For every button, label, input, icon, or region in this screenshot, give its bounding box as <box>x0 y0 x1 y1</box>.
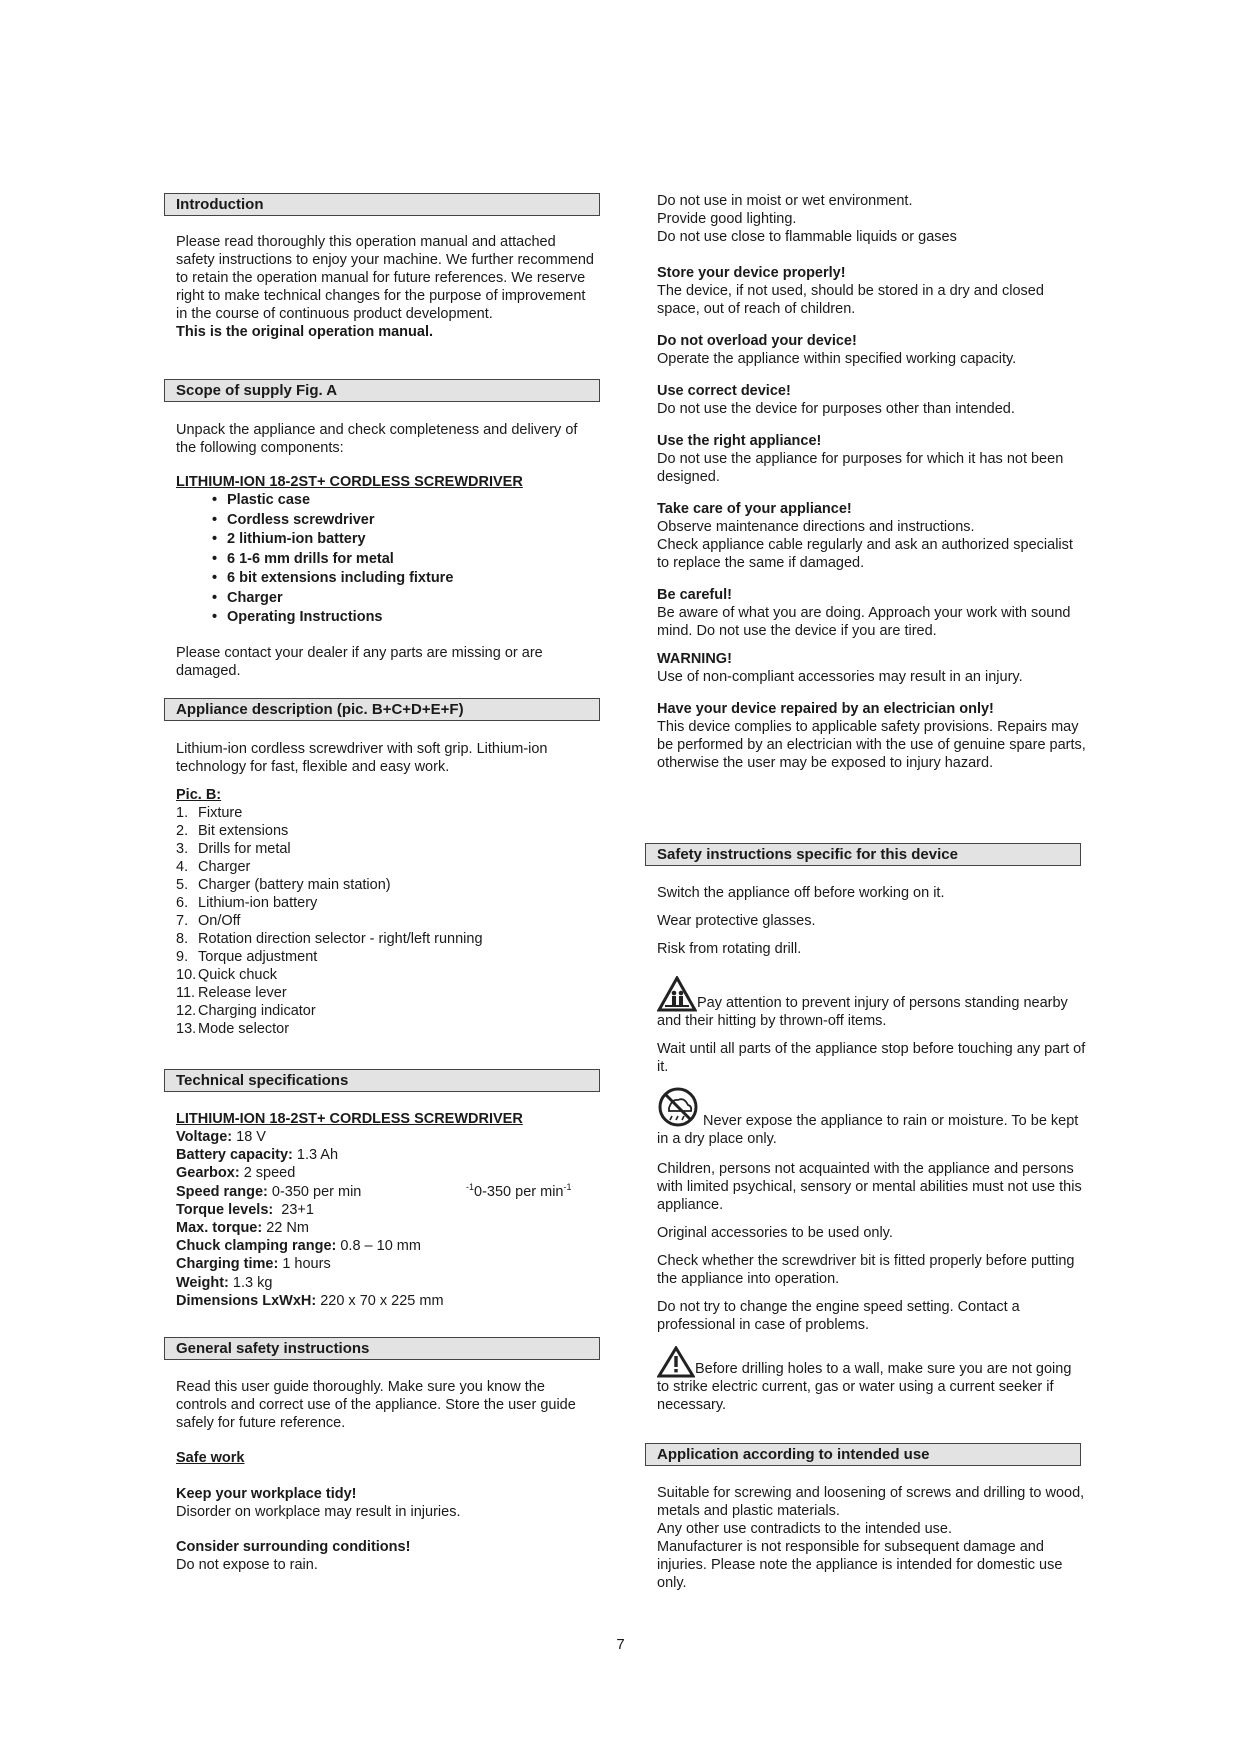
spec-value: 1.3 kg <box>228 1274 273 1291</box>
spec-row <box>176 1237 596 1255</box>
part-number: 9. <box>176 949 189 965</box>
spec-row <box>176 1292 596 1310</box>
cond-text: Do not expose to rain. <box>176 1557 318 1573</box>
spec-key: Battery capacity: <box>176 1147 293 1164</box>
part-number: 13. <box>176 1021 197 1037</box>
spec-row <box>176 1201 596 1219</box>
spec-key: Charging time: <box>176 1256 279 1273</box>
spec-value: 22 Nm <box>262 1220 309 1237</box>
speed-alt-sup-pre: -1 <box>466 1182 475 1192</box>
general-text: Read this user guide thoroughly. Make sure you know the controls and correct use of the appliance. Store the user guide safely for future reference. <box>176 1379 576 1431</box>
part-label: Torque adjustment <box>198 949 318 965</box>
appliance-text: Lithium-ion cordless screwdriver with soft grip. Lithium-ion technology for fast, flexible and easy work. <box>176 741 548 775</box>
pay-attention-text: Pay attention to prevent injury of persons standing nearby and their hitting by thrown-off items. <box>657 995 1068 1029</box>
drilling-para <box>657 1346 1087 1414</box>
specific-line-3: Risk from rotating drill. <box>657 941 802 957</box>
rule-block <box>657 500 1087 572</box>
scope-item: • Charger <box>176 589 596 609</box>
scope-item: • Cordless screwdriver <box>176 511 596 531</box>
rule-block <box>657 332 1087 368</box>
spec-value: 1.3 Ah <box>292 1147 339 1164</box>
spec-value: 18 V <box>232 1129 266 1145</box>
pay-attention-para <box>657 976 1087 1030</box>
warning-triangle-icon <box>657 1346 695 1378</box>
rule-block <box>657 264 1087 318</box>
spec-key: Speed range: <box>176 1183 268 1200</box>
spec-key: Dimensions LxWxH: <box>176 1292 317 1309</box>
spec-key: Torque levels: <box>176 1201 274 1218</box>
section-heading-specific: Safety instructions specific for this device <box>645 843 1081 866</box>
part-item <box>176 840 596 858</box>
scope-item: • Operating Instructions <box>176 608 596 628</box>
parts-list <box>176 804 596 1038</box>
part-label: Bit extensions <box>198 823 289 839</box>
tidy-text: Disorder on workplace may result in injuries. <box>176 1504 461 1520</box>
spec-key: Max. torque: <box>176 1220 263 1237</box>
section-heading-application: Application according to intended use <box>645 1443 1081 1466</box>
appliance-block <box>176 740 596 1038</box>
part-label: Quick chuck <box>198 967 277 983</box>
speed-alt-text: 0-350 per min <box>474 1183 564 1200</box>
spec-value: 0.8 – 10 mm <box>336 1238 421 1255</box>
part-label: Lithium-ion battery <box>198 895 318 911</box>
spec-row <box>176 1255 596 1273</box>
intro-bold: This is the original operation manual. <box>176 324 434 340</box>
section-heading-tech: Technical specifications <box>164 1069 600 1092</box>
environment-block <box>657 192 1087 246</box>
safe-work-label: Safe work <box>176 1450 245 1466</box>
part-item <box>176 1020 596 1038</box>
rule-title: Use the right appliance! <box>657 433 822 449</box>
part-label: Mode selector <box>198 1021 290 1037</box>
engine-text: Do not try to change the engine speed setting. Contact a professional in case of problems. <box>657 1299 1020 1333</box>
rule-block <box>657 650 1087 686</box>
general-block <box>176 1378 596 1574</box>
scope-list <box>176 491 596 628</box>
rule-title: Use correct device! <box>657 383 791 399</box>
spec-value: 23+1 <box>273 1201 314 1218</box>
rule-text: Be aware of what you are doing. Approach your work with sound mind. Do not use the device if you are tired. <box>657 605 1071 639</box>
rule-text: This device complies to applicable safety provisions. Repairs may be performed by an electrician with the use of genuine spare parts, otherwise the user may be exposed to injury hazard. <box>657 719 1086 771</box>
page-number: 7 <box>616 1636 625 1653</box>
part-number: 5. <box>176 877 189 893</box>
env-line-1: Do not use in moist or wet environment. <box>657 193 913 209</box>
part-number: 3. <box>176 841 189 857</box>
part-label: Charger <box>198 859 251 875</box>
part-label: Charger (battery main station) <box>198 877 391 893</box>
rule-title: Have your device repaired by an electrician only! <box>657 701 994 717</box>
warning-persons-icon <box>657 976 697 1012</box>
rule-block <box>657 700 1087 772</box>
rule-block <box>657 382 1087 418</box>
scope-item: • 2 lithium-ion battery <box>176 530 596 550</box>
part-label: On/Off <box>198 913 241 929</box>
pic-label: Pic. B: <box>176 787 222 803</box>
rule-title: Store your device properly! <box>657 265 846 281</box>
bit-text: Check whether the screwdriver bit is fitted properly before putting the appliance into operation. <box>657 1253 1075 1287</box>
spec-value: 220 x 70 x 225 mm <box>316 1292 444 1309</box>
specific-line-2: Wear protective glasses. <box>657 913 816 929</box>
rule-text: Do not use the device for purposes other than intended. <box>657 401 1015 417</box>
specific-line-1: Switch the appliance off before working on it. <box>657 885 945 901</box>
rule-title: Do not overload your device! <box>657 333 857 349</box>
part-number: 1. <box>176 805 189 821</box>
rain-text: Never expose the appliance to rain or moisture. To be kept in a dry place only. <box>657 1113 1079 1147</box>
rain-para <box>657 1086 1087 1148</box>
scope-block <box>176 421 596 680</box>
rule-text: The device, if not used, should be stored in a dry and closed space, out of reach of children. <box>657 283 1044 317</box>
env-line-3: Do not use close to flammable liquids or gases <box>657 229 957 245</box>
tech-product: LITHIUM-ION 18-2ST+ CORDLESS SCREWDRIVER <box>176 1111 523 1127</box>
part-label: Rotation direction selector - right/left running <box>198 931 483 947</box>
part-item <box>176 966 596 984</box>
spec-value: 0-350 per min <box>267 1183 362 1200</box>
part-label: Release lever <box>198 985 287 1001</box>
rule-block <box>657 432 1087 486</box>
scope-item: • 6 bit extensions including fixture <box>176 569 596 589</box>
part-number: 12. <box>176 1003 197 1019</box>
part-item <box>176 858 596 876</box>
part-number: 11. <box>176 985 196 1001</box>
rule-text: Operate the appliance within specified working capacity. <box>657 351 1017 367</box>
part-item <box>176 804 596 822</box>
scope-item: • 6 1-6 mm drills for metal <box>176 550 596 570</box>
spec-row <box>176 1128 596 1146</box>
part-item <box>176 912 596 930</box>
scope-text: Unpack the appliance and check completeness and delivery of the following components: <box>176 422 578 456</box>
part-label: Charging indicator <box>198 1003 316 1019</box>
section-heading-appliance: Appliance description (pic. B+C+D+E+F) <box>164 698 600 721</box>
part-label: Drills for metal <box>198 841 291 857</box>
tidy-title: Keep your workplace tidy! <box>176 1486 357 1502</box>
application-text: Suitable for screwing and loosening of screws and drilling to wood, metals and plastic materials. Any other use contradicts to the intended use. Manufacturer is not responsible for subsequent damage and injuries. Please note the appliance is intended for domestic use only. <box>657 1485 1085 1591</box>
part-number: 10. <box>176 967 197 983</box>
spec-row <box>176 1146 596 1164</box>
section-heading-general: General safety instructions <box>164 1337 600 1360</box>
spec-key: Gearbox: <box>176 1165 240 1182</box>
scope-footer: Please contact your dealer if any parts are missing or are damaged. <box>176 644 543 679</box>
rule-block <box>657 586 1087 640</box>
rule-text: Observe maintenance directions and instructions. Check appliance cable regularly and ask an authorized specialist to replace the same if damaged. <box>657 519 1073 571</box>
part-item <box>176 984 596 1002</box>
part-number: 4. <box>176 859 189 875</box>
tech-block <box>176 1110 596 1310</box>
env-line-2: Provide good lighting. <box>657 211 797 227</box>
part-item <box>176 930 596 948</box>
spec-key: Weight: <box>176 1274 229 1291</box>
spec-row <box>176 1274 596 1292</box>
scope-product: LITHIUM-ION 18-2ST+ CORDLESS SCREWDRIVER <box>176 474 523 490</box>
part-item <box>176 1002 596 1020</box>
spec-key: Chuck clamping range: <box>176 1238 337 1255</box>
rule-title: Take care of your appliance! <box>657 501 852 517</box>
part-number: 7. <box>176 913 189 929</box>
specific-block <box>657 884 1087 1414</box>
cond-title: Consider surrounding conditions! <box>176 1539 411 1555</box>
part-item <box>176 948 596 966</box>
rules-block <box>657 264 1087 786</box>
spec-key: Voltage: <box>176 1129 233 1145</box>
no-rain-icon <box>657 1086 703 1130</box>
children-text: Children, persons not acquainted with the appliance and persons with limited psychical, sensory or mental abilities must not use this appliance. <box>657 1161 1082 1213</box>
part-number: 6. <box>176 895 189 911</box>
spec-row <box>176 1219 596 1237</box>
spec-value: 1 hours <box>278 1256 331 1273</box>
intro-block <box>176 233 596 341</box>
intro-text: Please read thoroughly this operation manual and attached safety instructions to enjoy your machine. We further recommend to retain the operation manual for future references. We reserve right to make technical changes for the purpose of improvement in the course of continuous product development. <box>176 234 595 322</box>
part-label: Fixture <box>198 805 243 821</box>
drilling-text: Before drilling holes to a wall, make sure you are not going to strike electric current, gas or water using a current seeker if necessary. <box>657 1361 1072 1413</box>
rule-text: Do not use the appliance for purposes for which it has not been designed. <box>657 451 1064 485</box>
spec-list <box>176 1128 596 1310</box>
part-number: 2. <box>176 823 189 839</box>
part-number: 8. <box>176 931 189 947</box>
part-item <box>176 894 596 912</box>
section-heading-introduction: Introduction <box>164 193 600 216</box>
speed-alt-sup: -1 <box>563 1182 572 1192</box>
part-item <box>176 876 596 894</box>
accessories-text: Original accessories to be used only. <box>657 1225 893 1241</box>
speed-alt <box>466 1178 572 1201</box>
rule-text: Use of non-compliant accessories may result in an injury. <box>657 669 1023 685</box>
section-heading-scope: Scope of supply Fig. A <box>164 379 600 402</box>
part-item <box>176 822 596 840</box>
spec-value: 2 speed <box>239 1165 296 1182</box>
wait-text: Wait until all parts of the appliance stop before touching any part of it. <box>657 1041 1086 1075</box>
scope-item: • Plastic case <box>176 491 596 511</box>
rule-title: WARNING! <box>657 651 732 667</box>
rule-title: Be careful! <box>657 587 732 603</box>
